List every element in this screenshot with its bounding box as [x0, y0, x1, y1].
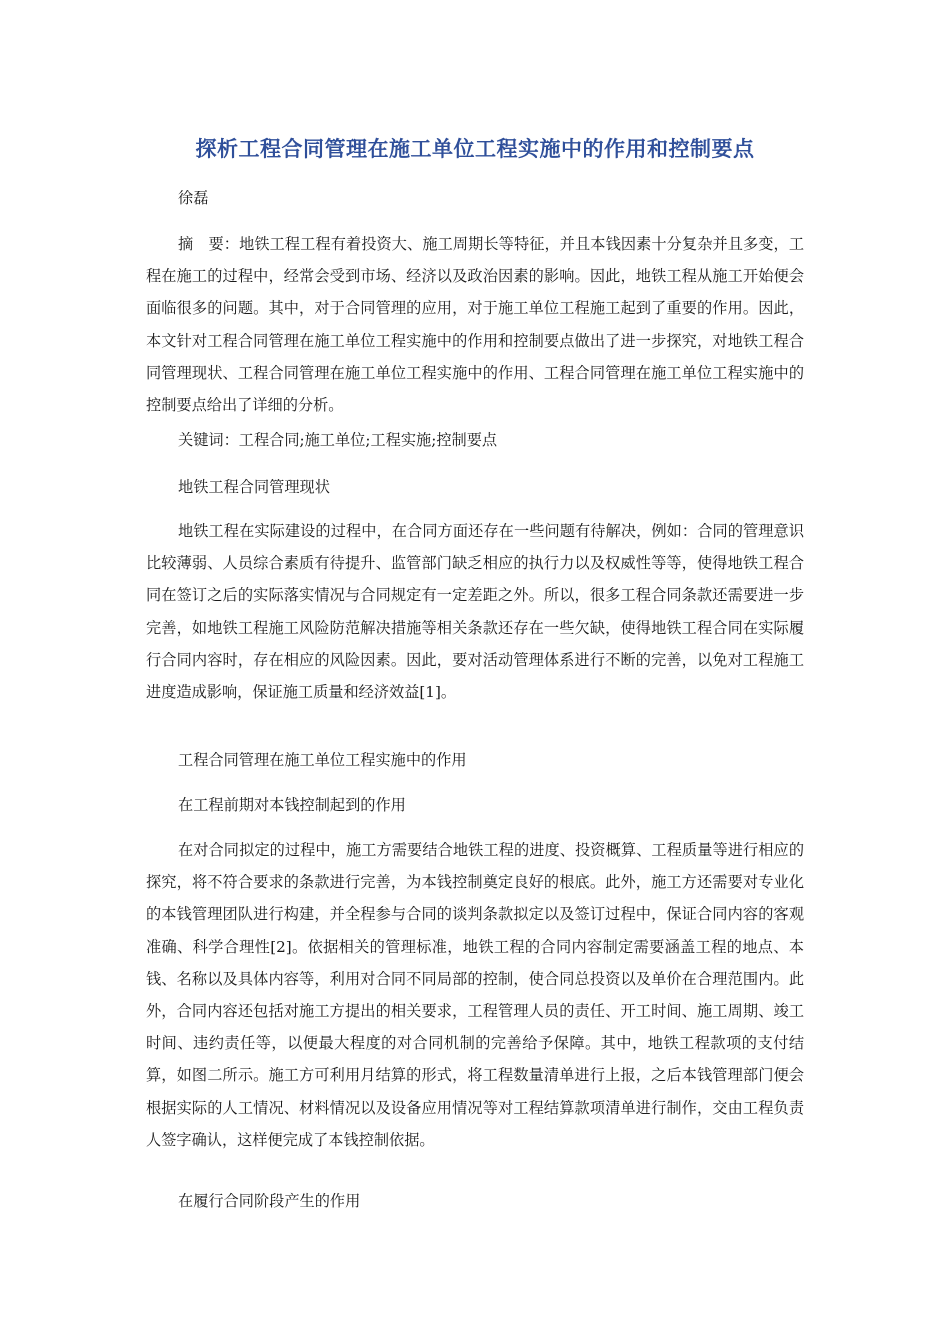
section-current-status-body: 地铁工程在实际建设的过程中，在合同方面还存在一些问题有待解决，例如：合同的管理意识比较薄弱、人员综合素质有待提升、监管部门缺乏相应的执行力以及权威性等等，使得地铁工程合同在签订之后的实际落实情况与合同规定有一定差距之外。所以，很多工程合同条款还需要进一步完善，如地铁工程施工风险防范解决措施等相关条款还存在一些欠缺，使得地铁工程合同在实际履行合同内容时，存在相应的风险因素。因此，要对活动管理体系进行不断的完善，以免对工程施工进度造成影响，保证施工质量和经济效益[1]。: [146, 522, 804, 702]
document-title: 探析工程合同管理在施工单位工程实施中的作用和控制要点: [195, 137, 755, 161]
subsection-heading-contract-performance: 在履行合同阶段产生的作用: [178, 1192, 361, 1210]
author-name: 徐磊: [178, 189, 209, 207]
section-heading-current-status: 地铁工程合同管理现状: [178, 478, 330, 496]
abstract-paragraph: 摘 要：地铁工程工程有着投资大、施工周期长等特征，并且本钱因素十分复杂并且多变，工程在施工的过程中，经常会受到市场、经济以及政治因素的影响。因此，地铁工程从施工开始便会面临很多的问题。其中，对于合同管理的应用，对于施工单位工程施工起到了重要的作用。因此，本文针对工程合同管理在施工单位工程实施中的作用和控制要点做出了进一步探究，对地铁工程合同管理现状、工程合同管理在施工单位工程实施中的作用、工程合同管理在施工单位工程实施中的控制要点给出了详细的分析。: [146, 235, 804, 415]
subsection-early-cost-control-body: 在对合同拟定的过程中，施工方需要结合地铁工程的进度、投资概算、工程质量等进行相应的探究，将不符合要求的条款进行完善，为本钱控制奠定良好的根底。此外，施工方还需要对专业化的本钱管理团队进行构建，并全程参与合同的谈判条款拟定以及签订过程中，保证合同内容的客观准确、科学合理性[2]。依据相关的管理标准，地铁工程的合同内容制定需要涵盖工程的地点、本钱、名称以及具体内容等，利用对合同不同局部的控制，使合同总投资以及单价在合理范围内。此外，合同内容还包括对施工方提出的相关要求，工程管理人员的责任、开工时间、施工周期、竣工时间、违约责任等，以便最大程度的对合同机制的完善给予保障。其中，地铁工程款项的支付结算，如图二所示。施工方可利用月结算的形式，将工程数量清单进行上报，之后本钱管理部门便会根据实际的人工情况、材料情况以及设备应用情况等对工程结算款项清单进行制作，交由工程负责人签字确认，这样便完成了本钱控制依据。: [146, 841, 804, 1149]
section-heading-role: 工程合同管理在施工单位工程实施中的作用: [178, 751, 467, 769]
keywords-line: 关键词：工程合同;施工单位;工程实施;控制要点: [178, 431, 498, 449]
subsection-heading-early-cost-control: 在工程前期对本钱控制起到的作用: [178, 796, 406, 814]
